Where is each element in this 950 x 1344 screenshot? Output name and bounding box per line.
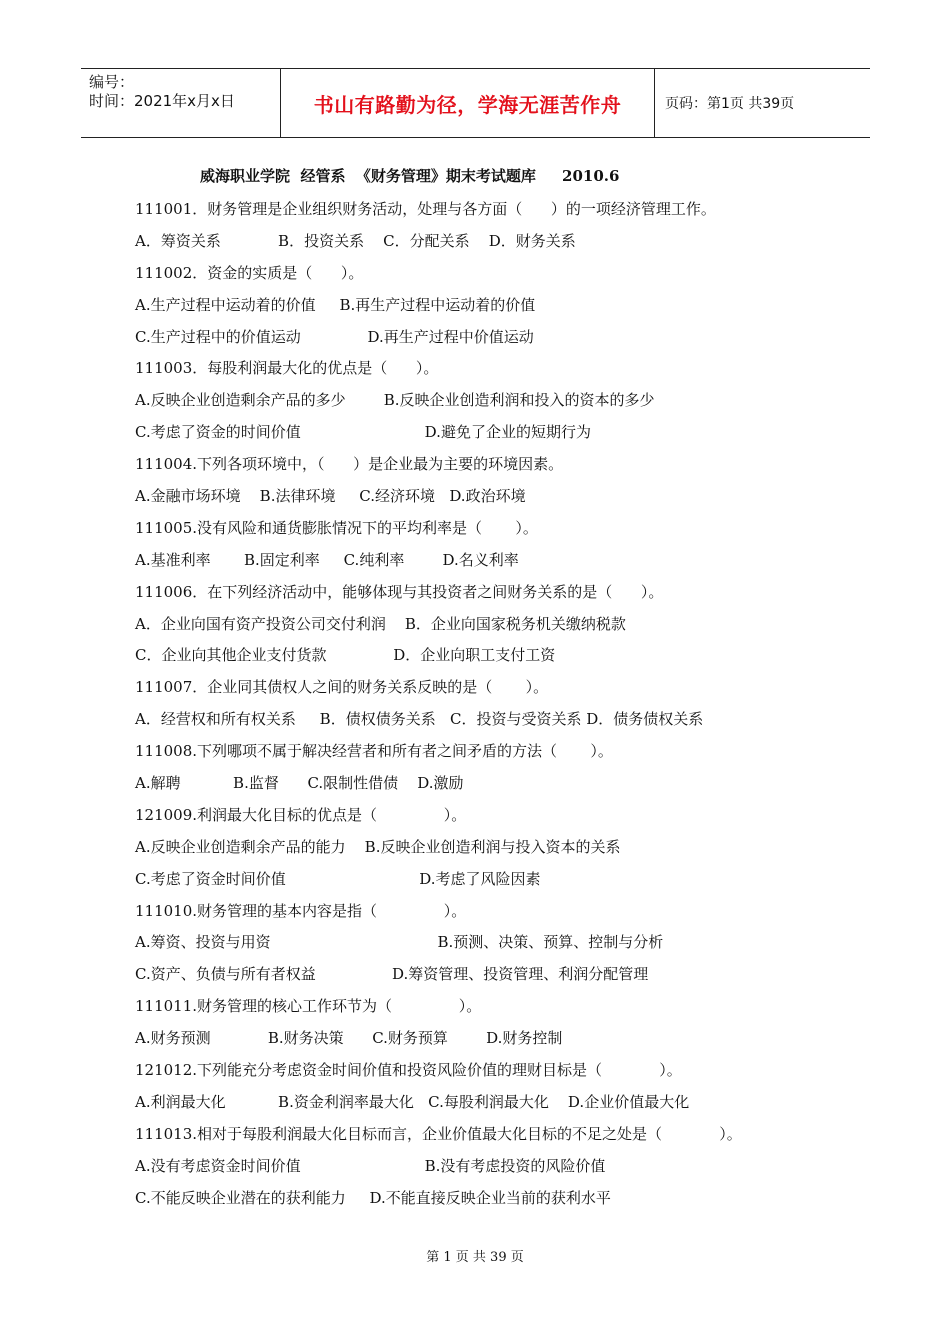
answer-options-line: A.金融市场环境 B.法律环境 C.经济环境 D.政治环境 xyxy=(135,487,526,506)
code-label: 编号： xyxy=(89,73,135,91)
answer-options-line: C．企业向其他企业支付货款 D．企业向职工支付工资 xyxy=(135,646,556,665)
answer-options-line: A.筹资、投资与用资 B.预测、决策、预算、控制与分析 xyxy=(135,933,664,952)
question-line: 111011.财务管理的核心工作环节为（ ）。 xyxy=(135,997,482,1016)
question-line: 111008.下列哪项不属于解决经营者和所有者之间矛盾的方法（ ）。 xyxy=(135,742,613,761)
question-line: 121012.下列能充分考虑资金时间价值和投资风险价值的理财目标是（ ）。 xyxy=(135,1061,682,1080)
answer-options-line: A.基准利率 B.固定利率 C.纯利率 D.名义利率 xyxy=(135,550,519,569)
answer-options-line: A.解聘 B.监督 C.限制性借债 D.激励 xyxy=(135,774,464,793)
answer-options-line: A.没有考虑资金时间价值 B.没有考虑投资的风险价值 xyxy=(135,1156,606,1175)
answer-options-line: A.利润最大化 B.资金利润率最大化 C.每股利润最大化 D.企业价值最大化 xyxy=(135,1092,690,1111)
answer-options-line: C.考虑了资金时间价值 D.考虑了风险因素 xyxy=(135,869,541,888)
answer-options-line: A.生产过程中运动着的价值 B.再生产过程中运动着的价值 xyxy=(135,295,536,314)
answer-options-line: A．经营权和所有权关系 B．债权债务关系 C．投资与受资关系 D．债务债权关系 xyxy=(135,710,704,729)
answer-options-line: A．企业向国有资产投资公司交付利润 B．企业向国家税务机关缴纳税款 xyxy=(135,614,626,633)
document-title: 威海职业学院 经管系 《财务管理》期末考试题库 2010.6 xyxy=(200,167,620,185)
page-header xyxy=(81,68,870,138)
header-meta xyxy=(81,69,281,137)
question-line: 111007．企业同其债权人之间的财务关系反映的是（ ）。 xyxy=(135,678,549,697)
header-page-info: 页码：第1页 共39页 xyxy=(665,96,795,112)
answer-options-line: C.生产过程中的价值运动 D.再生产过程中价值运动 xyxy=(135,327,534,346)
question-line: 121009.利润最大化目标的优点是（ ）。 xyxy=(135,805,467,824)
question-line: 111004.下列各项环境中，（ ）是企业最为主要的环境因素。 xyxy=(135,455,564,474)
answer-options-line: C.资产、负债与所有者权益 D.筹资管理、投资管理、利润分配管理 xyxy=(135,965,649,984)
answer-options-line: A．筹资关系 B．投资关系 C．分配关系 D．财务关系 xyxy=(135,231,576,250)
header-motto: 书山有路勤为径，学海无涯苦作舟 xyxy=(281,69,655,137)
question-line: 111006．在下列经济活动中，能够体现与其投资者之间财务关系的是（ ）。 xyxy=(135,582,664,601)
page-footer: 第 1 页 共 39 页 xyxy=(426,1250,524,1265)
time-label: 时间：2021年x月x日 xyxy=(89,92,235,110)
question-line: 111001．财务管理是企业组织财务活动，处理与各方面（ ）的一项经济管理工作。 xyxy=(135,200,716,218)
question-line: 111003．每股利润最大化的优点是（ ）。 xyxy=(135,359,439,378)
answer-options-line: A.反映企业创造剩余产品的能力 B.反映企业创造利润与投入资本的关系 xyxy=(135,837,621,856)
question-line: 111013.相对于每股利润最大化目标而言，企业价值最大化目标的不足之处是（ ）。 xyxy=(135,1124,742,1143)
answer-options-line: A.反映企业创造剩余产品的多少 B.反映企业创造利润和投入的资本的多少 xyxy=(135,391,655,410)
question-line: 111010.财务管理的基本内容是指（ ）。 xyxy=(135,901,467,920)
answer-options-line: C.不能反映企业潜在的获利能力 D.不能直接反映企业当前的获利水平 xyxy=(135,1188,611,1207)
question-line: 111005.没有风险和通货膨胀情况下的平均利率是（ ）。 xyxy=(135,518,538,537)
question-list xyxy=(135,198,835,1219)
answer-options-line: C.考虑了资金的时间价值 D.避免了企业的短期行为 xyxy=(135,423,591,442)
question-line: 111002．资金的实质是（ ）。 xyxy=(135,263,364,282)
answer-options-line: A.财务预测 B.财务决策 C.财务预算 D.财务控制 xyxy=(135,1029,563,1048)
